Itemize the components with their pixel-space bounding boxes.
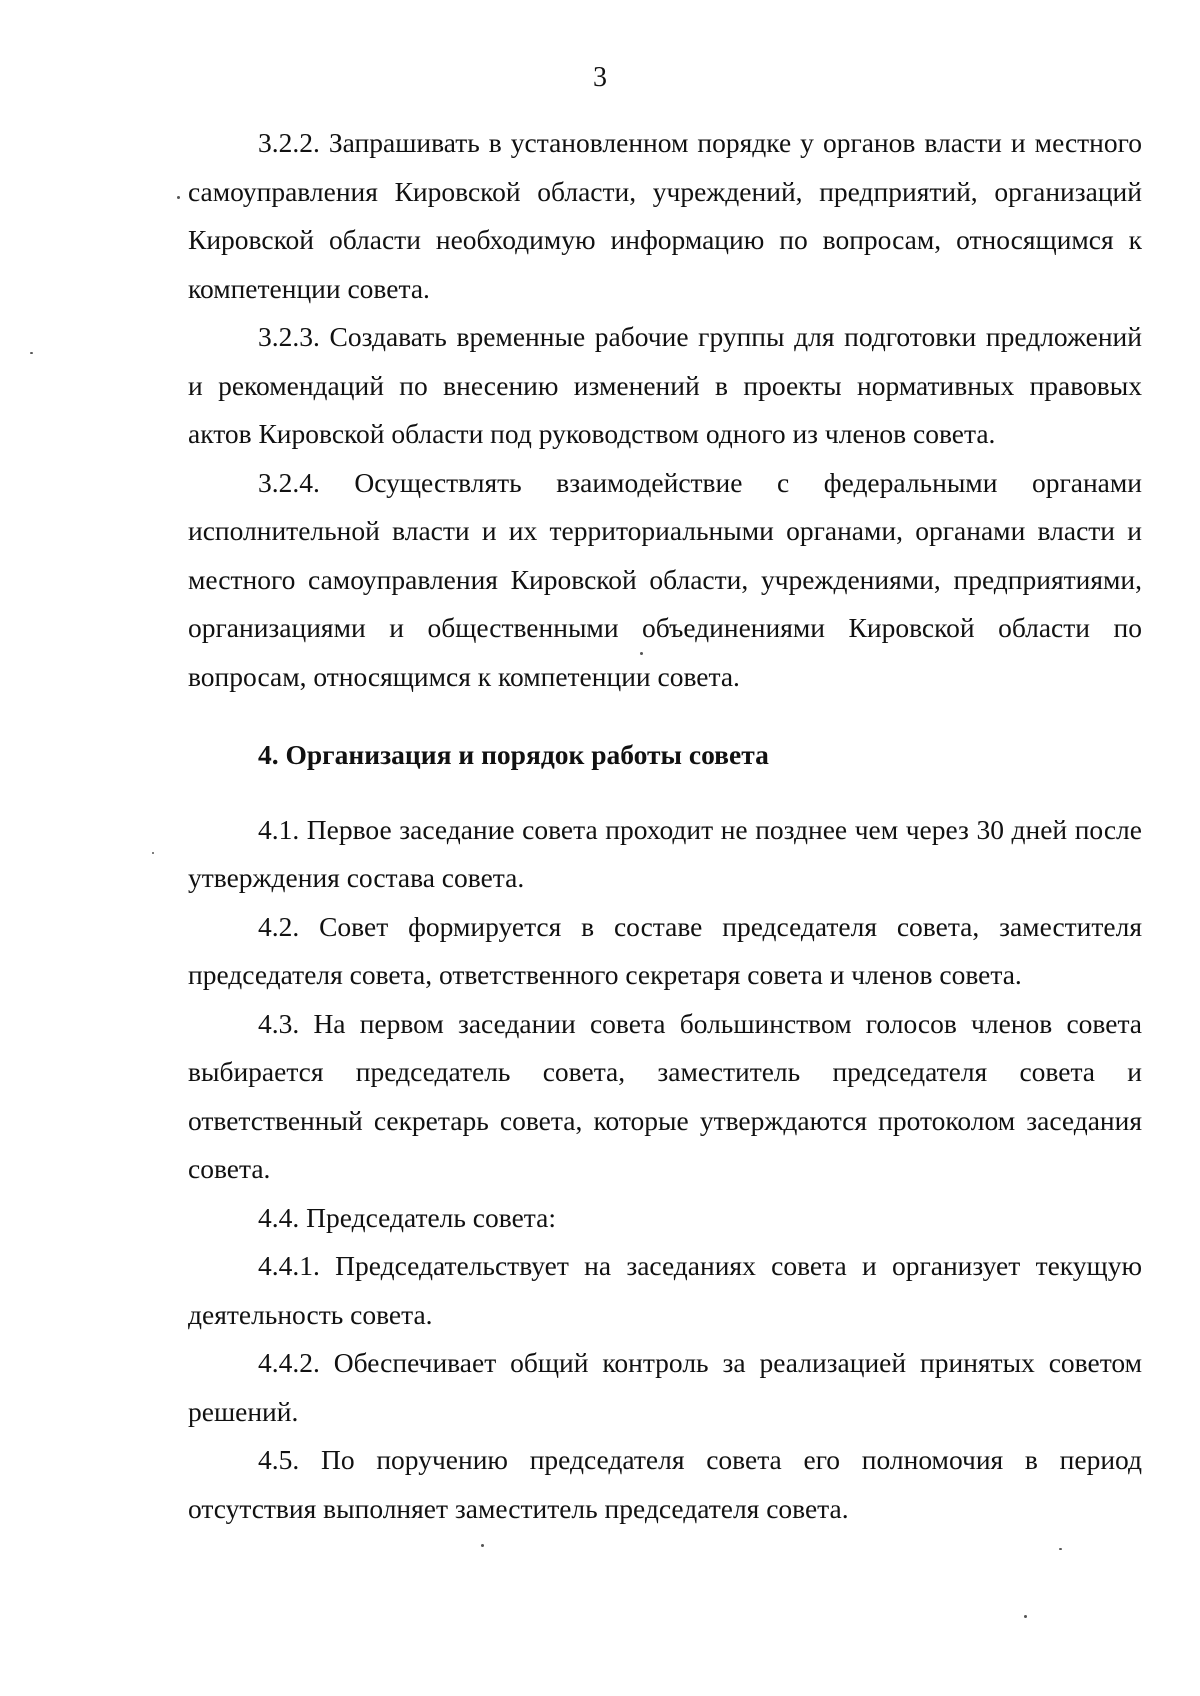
paragraph-3-2-2: 3.2.2. Запрашивать в установленном порядке у органов власти и местного самоуправления Кировской области, учреждений, предприятий, организаций Кировской области необходимую информацию по вопросам, относящимся к компетенции совета. <box>188 127 1142 304</box>
section-heading: 4. Организация и порядок работы совета <box>258 739 769 770</box>
scan-speck <box>1024 1615 1027 1618</box>
paragraph-3-2-3: 3.2.3. Создавать временные рабочие группы для подготовки предложений и рекомендаций по внесению изменений в проекты нормативных правовых актов Кировской области под руководством одного из членов совета. <box>188 321 1142 449</box>
paragraph-4-3: 4.3. На первом заседании совета большинством голосов членов совета выбирается председатель совета, заместитель председателя совета и ответственный секретарь совета, которые утверждаются протоколом заседания совета. <box>188 1007 1142 1184</box>
document-body <box>188 119 1142 1533</box>
scan-speck <box>481 1544 484 1547</box>
paragraph-4-2: 4.2. Совет формируется в составе председателя совета, заместителя председателя совета, ответственного секретаря совета и членов совета. <box>188 910 1142 990</box>
scan-speck <box>640 652 643 655</box>
scan-speck <box>177 196 180 199</box>
paragraph-4-4: 4.4. Председатель совета: <box>258 1201 556 1233</box>
scan-speck <box>30 352 33 354</box>
scan-speck <box>1059 1548 1062 1550</box>
page-number: 3 <box>593 62 607 93</box>
paragraph-4-4-1: 4.4.1. Председательствует на заседаниях совета и организует текущую деятельность совета. <box>188 1250 1142 1330</box>
paragraph-4-1: 4.1. Первое заседание совета проходит не позднее чем через 30 дней после утверждения состава совета. <box>188 813 1142 893</box>
paragraph-3-2-4: 3.2.4. Осуществлять взаимодействие с федеральными органами исполнительной власти и их территориальными органами, органами власти и местного самоуправления Кировской области, учреждениями, предприятиями, организациями и общественными объединениями Кировской области по вопросам, относящимся к компетенции совета. <box>188 466 1142 692</box>
scan-speck <box>152 852 154 854</box>
paragraph-4-4-2: 4.4.2. Обеспечивает общий контроль за реализацией принятых советом решений. <box>188 1347 1142 1427</box>
paragraph-4-5: 4.5. По поручению председателя совета его полномочия в период отсутствия выполняет заместитель председателя совета. <box>188 1444 1142 1524</box>
